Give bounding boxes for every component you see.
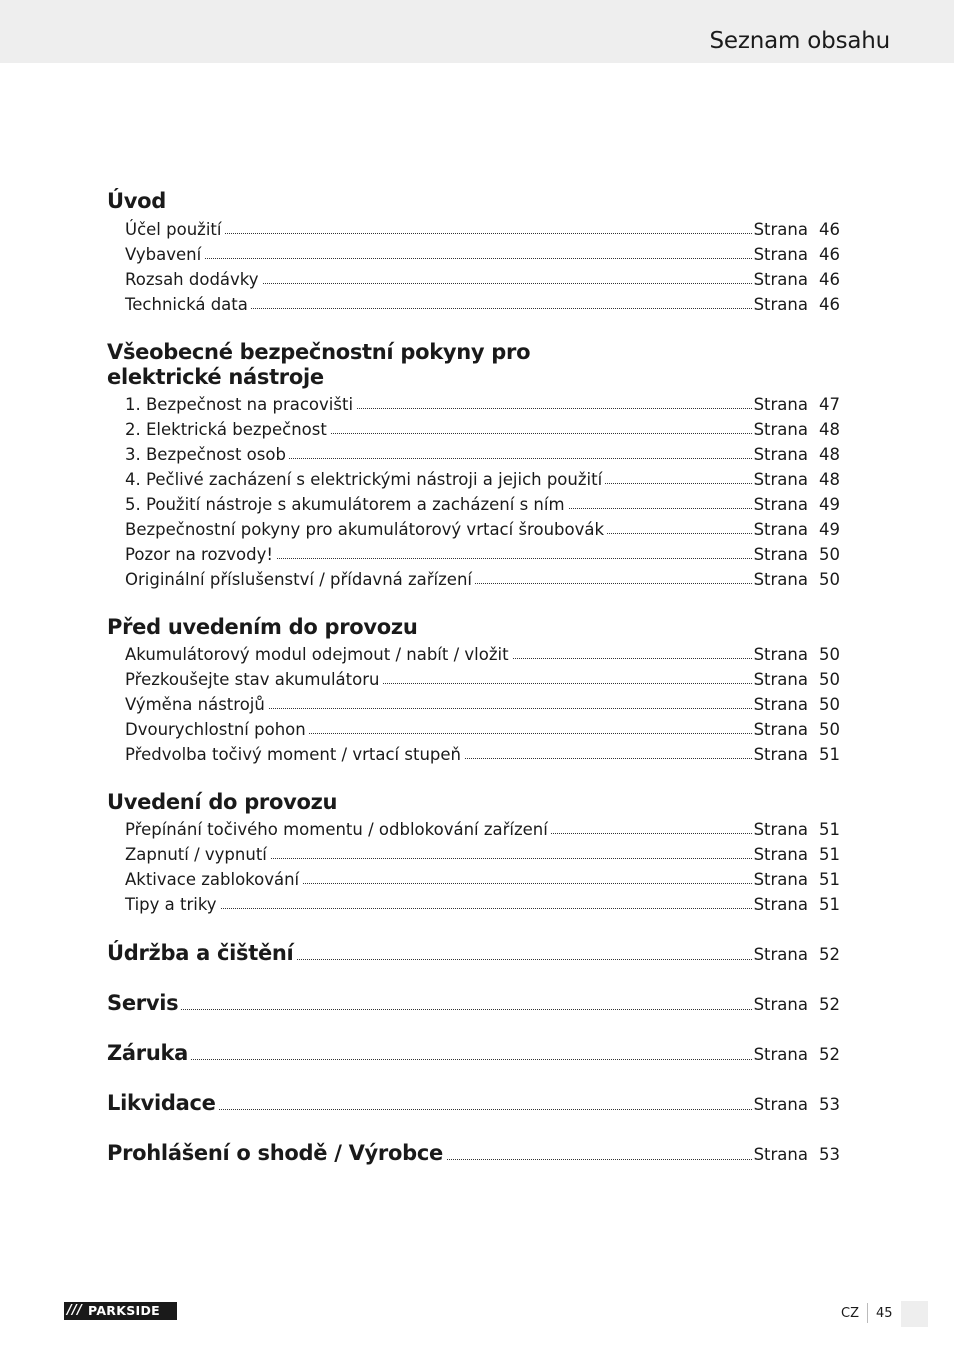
toc-entry-strana: Strana [753,395,808,414]
section-heading-safety [107,340,567,390]
leader-dots [107,1059,756,1060]
page-title: Seznam obsahu [709,28,890,54]
toc-entry-label: 3. Bezpečnost osob [125,444,289,466]
toc-entry-strana: Strana [753,945,808,964]
toc-entry-label: Výměna nástrojů [125,694,268,716]
toc-entry-label: Dvourychlostní pohon [125,719,309,741]
toc-entry-label: Účel použití [125,219,224,241]
toc-entry-strana: Strana [753,270,808,289]
toc-entry[interactable] [125,444,840,466]
section-heading-operation: Uvedení do provozu [107,790,338,814]
toc-entry-label: Technická data [125,294,251,316]
toc-entry-strana: Strana [753,545,808,564]
toc-entry-page: 48 [819,470,840,489]
toc-entry-strana: Strana [753,845,808,864]
toc-entry-page: 51 [819,870,840,889]
toc-entry[interactable] [125,294,840,316]
toc-entry-label: Tipy a triky [125,894,220,916]
toc-entry-label: 5. Použití nástroje s akumulátorem a zacházení s ním [125,494,568,516]
toc-main-entry-conformity[interactable] [107,1140,840,1166]
toc-entry-strana: Strana [753,870,808,889]
toc-entry[interactable] [125,219,840,241]
toc-entry-strana: Strana [753,895,808,914]
toc-entry-strana: Strana [753,445,808,464]
toc-entry-page: 50 [819,695,840,714]
toc-entry-strana: Strana [753,670,808,689]
toc-entry[interactable] [125,244,840,266]
toc-entry[interactable] [125,669,840,691]
toc-entry-page: 50 [819,670,840,689]
toc-entry[interactable] [125,544,840,566]
toc-entry-strana: Strana [753,695,808,714]
section-heading-line: Všeobecné bezpečnostní pokyny pro [107,340,531,364]
language-code: CZ [841,1306,859,1321]
toc-entry-strana: Strana [753,1045,808,1064]
toc-main-entry-disposal[interactable] [107,1090,840,1116]
toc-entry-strana: Strana [753,570,808,589]
toc-main-entry-label: Údržba a čištění [107,940,296,966]
toc-entry-strana: Strana [753,645,808,664]
toc-entry-strana: Strana [753,470,808,489]
toc-entry-strana: Strana [753,1095,808,1114]
toc-entry[interactable] [125,869,840,891]
toc-entry-label: Pozor na rozvody! [125,544,276,566]
toc-entry-strana: Strana [753,995,808,1014]
toc-entry-label: Rozsah dodávky [125,269,262,291]
toc-entry[interactable] [125,644,840,666]
toc-entry-label: Přepínání točivého momentu / odblokování zařízení [125,819,551,841]
toc-entry-label: 4. Pečlivé zacházení s elektrickými nástroji a jejich použití [125,469,605,491]
toc-entry-label: Přezkoušejte stav akumulátoru [125,669,382,691]
toc-entry[interactable] [125,469,840,491]
toc-entry-page: 47 [819,395,840,414]
toc-main-entry-label: Servis [107,990,181,1016]
toc-entry[interactable] [125,744,840,766]
toc-entry[interactable] [125,719,840,741]
toc-main-entry-label: Likvidace [107,1090,219,1116]
toc-entry-strana: Strana [753,720,808,739]
logo-text: PARKSIDE [88,1303,160,1318]
toc-entry-strana: Strana [753,495,808,514]
toc-entry-label: Zapnutí / vypnutí [125,844,270,866]
toc-entry-label: 1. Bezpečnost na pracovišti [125,394,356,416]
toc-entry-strana: Strana [753,820,808,839]
toc-entry-page: 50 [819,545,840,564]
toc-entry-page: 46 [819,295,840,314]
toc-main-entry-label: Prohlášení o shodě / Výrobce [107,1140,446,1166]
toc-entry-page: 53 [819,1145,840,1164]
logo-stripes: /// [67,1303,83,1318]
toc-entry-page: 46 [819,270,840,289]
page-number: 45 [876,1306,893,1321]
toc-entry[interactable] [125,394,840,416]
toc-entry[interactable] [125,894,840,916]
section-heading-line: elektrické nástroje [107,365,324,389]
section-heading-uvod: Úvod [107,189,167,213]
toc-entry-strana: Strana [753,295,808,314]
toc-entry[interactable] [125,844,840,866]
toc-entry-page: 50 [819,570,840,589]
toc-entry-page: 48 [819,420,840,439]
toc-main-entry-label: Záruka [107,1040,191,1066]
toc-entry-page: 49 [819,495,840,514]
toc-entry-page: 51 [819,845,840,864]
toc-entry-page: 46 [819,245,840,264]
toc-entry-label: Předvolba točivý moment / vrtací stupeň [125,744,464,766]
toc-entry-label: Originální příslušenství / přídavná zařízení [125,569,475,591]
toc-entry-page: 48 [819,445,840,464]
leader-dots [107,1009,756,1010]
toc-entry-page: 51 [819,745,840,764]
toc-entry-strana: Strana [753,745,808,764]
leader-dots [125,908,756,909]
toc-entry-label: Bezpečnostní pokyny pro akumulátorový vrtací šroubovák [125,519,607,541]
toc-entry-page: 52 [819,1045,840,1064]
toc-main-entry-warranty[interactable] [107,1040,840,1066]
toc-entry-page: 50 [819,720,840,739]
toc-entry-label: Vybavení [125,244,204,266]
toc-entry-page: 52 [819,945,840,964]
toc-main-entry-maintenance[interactable] [107,940,840,966]
toc-entry-strana: Strana [753,1145,808,1164]
toc-entry-page: 51 [819,820,840,839]
toc-entry[interactable] [125,569,840,591]
toc-entry-label: 2. Elektrická bezpečnost [125,419,330,441]
toc-entry-page: 52 [819,995,840,1014]
toc-entry[interactable] [125,694,840,716]
toc-entry[interactable] [125,419,840,441]
toc-main-entry-service[interactable] [107,990,840,1016]
toc-entry-page: 51 [819,895,840,914]
parkside-logo [64,1302,177,1320]
section-heading-before-use: Před uvedením do provozu [107,615,418,639]
toc-entry-page: 53 [819,1095,840,1114]
toc-entry-page: 50 [819,645,840,664]
toc-entry-strana: Strana [753,220,808,239]
footer-divider [867,1303,868,1323]
toc-entry[interactable] [125,494,840,516]
toc-entry[interactable] [125,519,840,541]
toc-entry-strana: Strana [753,420,808,439]
footer-tab-box [901,1301,928,1327]
toc-entry-strana: Strana [753,520,808,539]
toc-entry[interactable] [125,269,840,291]
toc-entry-label: Aktivace zablokování [125,869,302,891]
leader-dots [125,258,756,259]
toc-entry-label: Akumulátorový modul odejmout / nabít / vložit [125,644,512,666]
toc-entry[interactable] [125,819,840,841]
toc-entry-page: 49 [819,520,840,539]
toc-entry-page: 46 [819,220,840,239]
toc-entry-strana: Strana [753,245,808,264]
